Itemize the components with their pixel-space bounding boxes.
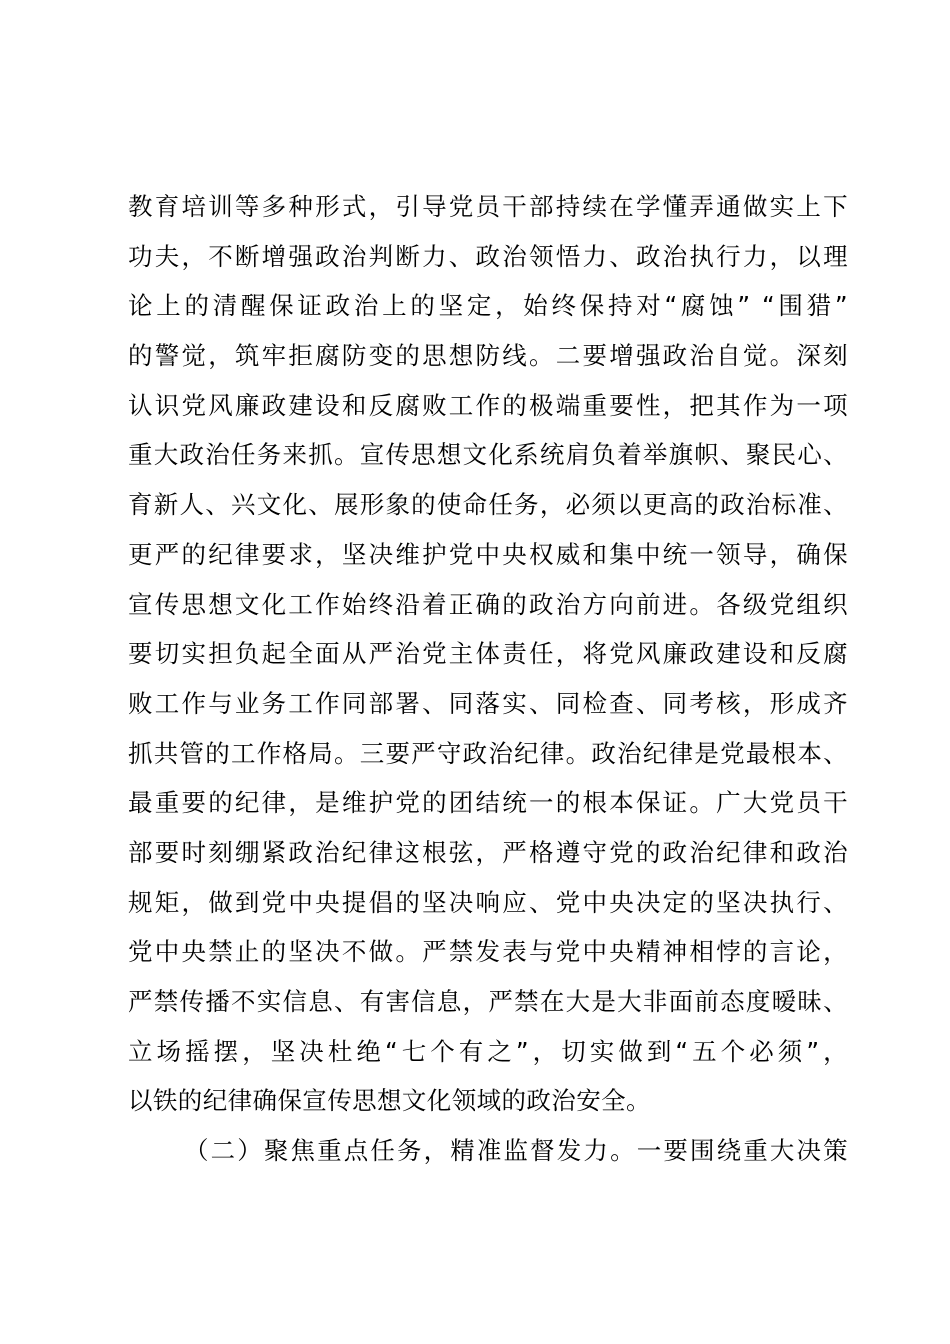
text-line: 功夫，不断增强政治判断力、政治领悟力、政治执行力，以理	[128, 241, 848, 271]
text-line: 教育培训等多种形式，引导党员干部持续在学懂弄通做实上下	[128, 192, 848, 221]
text-line: 要切实担负起全面从严治党主体责任，将党风廉政建设和反腐	[128, 639, 848, 669]
text-line: 育新人、兴文化、展形象的使命任务，必须以更高的政治标准、	[128, 490, 848, 520]
text-line: 认识党风廉政建设和反腐败工作的极端重要性，把其作为一项	[128, 390, 848, 420]
text-line: 重大政治任务来抓。宣传思想文化系统肩负着举旗帜、聚民心、	[128, 440, 848, 470]
text-line: 立场摇摆，坚决杜绝“七个有之”，切实做到“五个必须”，	[128, 1036, 848, 1066]
text-line: 更严的纪律要求，坚决维护党中央权威和集中统一领导，确保	[128, 539, 848, 569]
text-line: 规矩，做到党中央提倡的坚决响应、党中央决定的坚决执行、	[128, 887, 848, 917]
section-heading-line: （二）聚焦重点任务，精准监督发力。一要围绕重大决策	[184, 1136, 848, 1166]
text-line: 抓共管的工作格局。三要严守政治纪律。政治纪律是党最根本、	[128, 738, 848, 768]
text-line: 论上的清醒保证政治上的坚定，始终保持对“腐蚀” “围猎”	[128, 291, 848, 321]
text-line: 部要时刻绷紧政治纪律这根弦，严格遵守党的政治纪律和政治	[128, 837, 848, 867]
text-line: 最重要的纪律，是维护党的团结统一的根本保证。广大党员干	[128, 788, 848, 818]
paragraph-last-line: 以铁的纪律确保宣传思想文化领域的政治安全。	[128, 1086, 651, 1116]
text-line: 败工作与业务工作同部署、同落实、同检查、同考核，形成齐	[128, 688, 848, 718]
text-line: 党中央禁止的坚决不做。严禁发表与党中央精神相悖的言论，	[128, 937, 848, 967]
text-line: 宣传思想文化工作始终沿着正确的政治方向前进。各级党组织	[128, 589, 848, 619]
text-line: 的警觉，筑牢拒腐防变的思想防线。二要增强政治自觉。深刻	[128, 341, 848, 371]
body-text	[128, 182, 848, 1176]
text-line: 严禁传播不实信息、有害信息，严禁在大是大非面前态度暧昧、	[128, 987, 848, 1016]
